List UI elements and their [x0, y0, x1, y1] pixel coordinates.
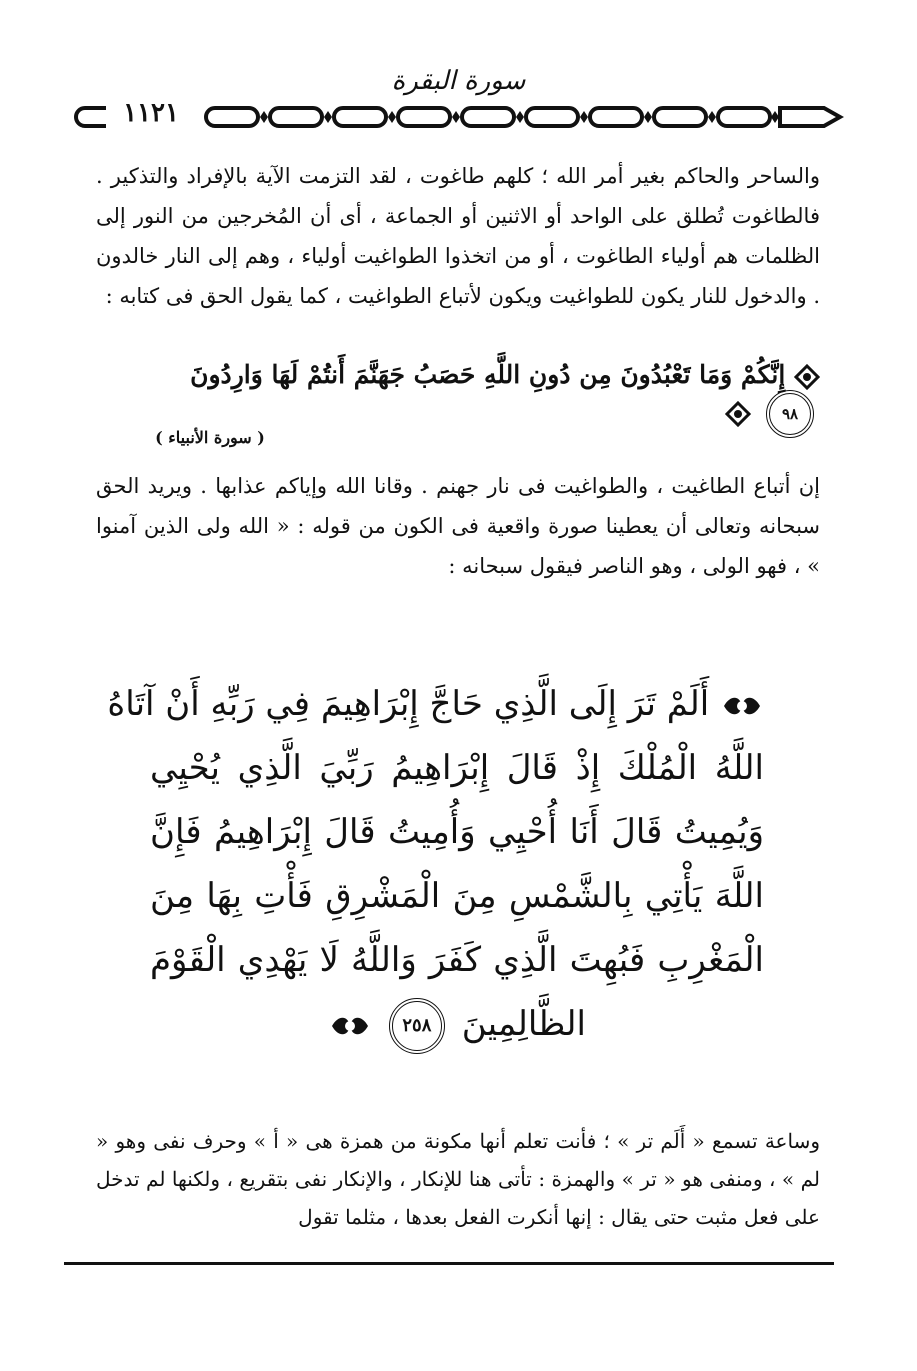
verse-line	[150, 864, 764, 928]
verse-text: أَلَمْ تَرَ إِلَى الَّذِي حَاجَّ إِبْرَاهِيمَ فِي رَبِّهِ أَنْ آتَاهُ	[107, 684, 710, 724]
verse-text: الْمَغْرِبِ فَبُهِتَ الَّذِي كَفَرَ وَاللَّهُ لَا يَهْدِي الْقَوْمَ	[150, 940, 764, 980]
verse-start-ornament-icon	[720, 691, 764, 721]
verse-line	[150, 992, 764, 1056]
verse-line	[150, 736, 764, 800]
surah-title: سورة البقرة	[391, 66, 526, 96]
verse-text: اللَّهَ يَأْتِي بِالشَّمْسِ مِنَ الْمَشْرِقِ فَأْتِ بِهَا مِنَ	[150, 876, 764, 916]
verse-end-ornament-icon	[725, 401, 751, 427]
verse-text: اللَّهُ الْمُلْكَ إِذْ قَالَ إِبْرَاهِيمُ رَبِّيَ الَّذِي يُحْيِي	[150, 748, 764, 788]
verse-text: الظَّالِمِينَ	[461, 1004, 586, 1044]
verse-258-block	[107, 672, 764, 1056]
verse-start-ornament-icon	[794, 364, 820, 390]
verse-text: وَيُمِيتُ قَالَ أَنَا أُحْيِي وَأُمِيتُ قَالَ إِبْرَاهِيمُ فَإِنَّ	[150, 812, 764, 852]
verse-end-ornament-icon	[328, 1011, 372, 1041]
paragraph-2: إن أتباع الطاغيت ، والطواغيت فى نار جهنم . وقانا الله وإياكم عذابها . ويريد الحق سبحانه وتعالى أن يعطينا صورة واقعية فى الكون من قوله : « الله ولى الذين آمنوا » ، فهو الولى ، وهو الناصر فيقول سبحانه :	[96, 474, 821, 578]
ayah-number-258: ٢٥٨	[389, 998, 445, 1054]
page-number: ١١٢١	[106, 98, 196, 128]
surah-reference: ( سورة الأنبياء )	[155, 428, 265, 447]
quote-anbiya-text: إِنَّكُمْ وَمَا تَعْبُدُونَ مِن دُونِ اللَّهِ حَصَبُ جَهَنَّمَ أَنتُمْ لَهَا وَارِدُونَ	[190, 360, 786, 389]
quote-anbiya-98	[190, 360, 820, 438]
paragraph-1: والساحر والحاكم بغير أمر الله ؛ كلهم طاغوت ، لقد التزمت الآية بالإفراد والتذكير . فالطاغوت تُطلق على الواحد أو الاثنين أو الجماعة ، أى أن المُخرجين من النور إلى الظلمات هم أولياء الطاغوت ، أو من اتخذوا الطواغيت أولياء ، وهم إلى النار خالدون . والدخول للنار يكون للطواغيت ويكون لأتباع الطواغيت ، كما يقول الحق فى كتابه :	[96, 164, 820, 308]
verse-line	[150, 928, 764, 992]
verse-line	[107, 672, 764, 736]
paragraph-3: وساعة تسمع « أَلَم تر » ؛ فأنت تعلم أنها مكونة من همزة هى « أ » وحرف نفى وهو « لم » ، ومنفى هو « تر » والهمزة : تأتى هنا للإنكار ، والإنكار نفى بتقريع ، ولكنها لم تدخل على فعل مثبت حتى يقال : إنها أنكرت الفعل بعدها ، مثلما تقول	[96, 1129, 821, 1229]
verse-line	[150, 800, 764, 864]
ayah-number-98: ٩٨	[766, 390, 814, 438]
bottom-rule	[64, 1262, 834, 1265]
